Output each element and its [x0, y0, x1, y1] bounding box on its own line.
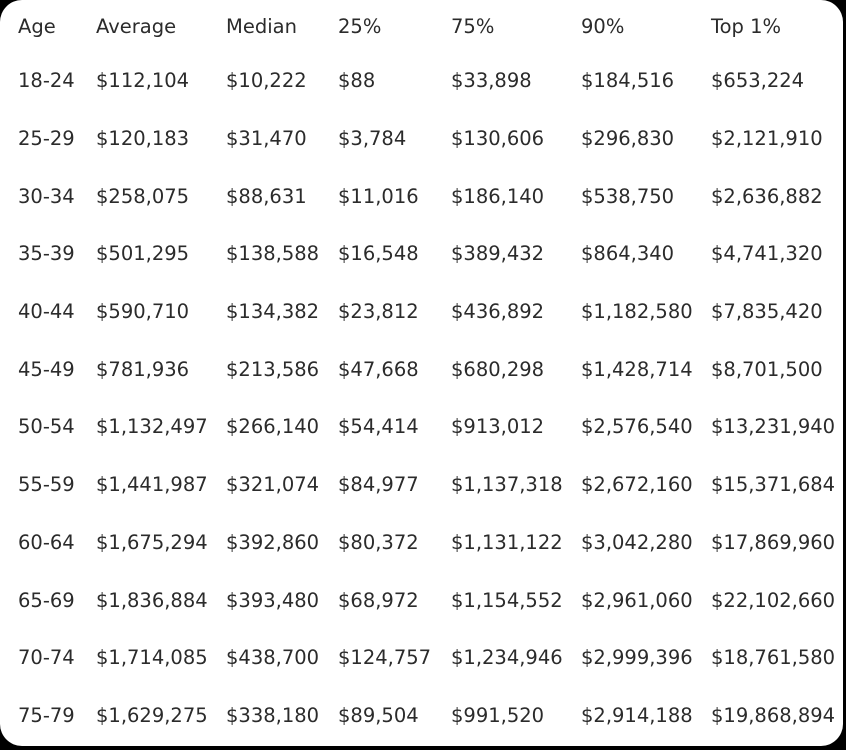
cell-age: 75-79	[18, 703, 75, 727]
cell-top1: $18,761,580	[711, 646, 836, 670]
header-row	[18, 0, 835, 52]
cell-p25: $47,668	[338, 357, 419, 381]
cell-p75: $186,140	[451, 184, 545, 208]
cell-median: $321,074	[226, 473, 320, 497]
cell-age: 50-54	[18, 415, 75, 439]
cell-top1: $653,224	[711, 69, 805, 93]
table-row	[18, 52, 835, 110]
cell-top1: $8,701,500	[711, 357, 823, 381]
cell-median: $438,700	[226, 646, 320, 670]
cell-p25: $23,812	[338, 300, 419, 324]
table-row	[18, 167, 835, 225]
header-25th-percentile: 25%	[338, 14, 382, 38]
header-top-1-percent: Top 1%	[711, 14, 782, 38]
cell-p90: $2,961,060	[581, 588, 693, 612]
table-row	[18, 225, 835, 283]
cell-top1: $17,869,960	[711, 530, 836, 554]
cell-top1: $15,371,684	[711, 473, 836, 497]
cell-p75: $913,012	[451, 415, 545, 439]
cell-top1: $7,835,420	[711, 300, 823, 324]
cell-median: $134,382	[226, 300, 320, 324]
cell-age: 60-64	[18, 530, 75, 554]
cell-p90: $538,750	[581, 184, 675, 208]
cell-p75: $1,137,318	[451, 473, 563, 497]
cell-median: $10,222	[226, 69, 307, 93]
table-row	[18, 571, 835, 629]
table-row	[18, 514, 835, 572]
cell-average: $1,675,294	[96, 530, 208, 554]
table-row	[18, 398, 835, 456]
cell-p75: $991,520	[451, 703, 545, 727]
cell-median: $266,140	[226, 415, 320, 439]
cell-age: 65-69	[18, 588, 75, 612]
cell-average: $1,132,497	[96, 415, 208, 439]
cell-p25: $80,372	[338, 530, 419, 554]
cell-top1: $19,868,894	[711, 703, 836, 727]
cell-p90: $2,914,188	[581, 703, 693, 727]
table-row	[18, 456, 835, 514]
table-row	[18, 283, 835, 341]
header-age: Age	[18, 14, 56, 38]
cell-p25: $89,504	[338, 703, 419, 727]
cell-average: $501,295	[96, 242, 190, 266]
cell-p75: $130,606	[451, 127, 545, 151]
cell-p75: $33,898	[451, 69, 532, 93]
cell-average: $120,183	[96, 127, 190, 151]
header-median: Median	[226, 14, 297, 38]
cell-p25: $124,757	[338, 646, 432, 670]
cell-age: 30-34	[18, 184, 75, 208]
cell-p25: $54,414	[338, 415, 419, 439]
cell-p25: $84,977	[338, 473, 419, 497]
cell-top1: $2,636,882	[711, 184, 823, 208]
cell-p75: $1,154,552	[451, 588, 563, 612]
table-row	[18, 629, 835, 687]
cell-average: $258,075	[96, 184, 190, 208]
cell-p90: $2,576,540	[581, 415, 693, 439]
cell-p25: $88	[338, 69, 376, 93]
header-average: Average	[96, 14, 177, 38]
cell-top1: $4,741,320	[711, 242, 823, 266]
header-90th-percentile: 90%	[581, 14, 625, 38]
cell-p90: $296,830	[581, 127, 675, 151]
cell-top1: $22,102,660	[711, 588, 836, 612]
cell-average: $781,936	[96, 357, 190, 381]
cell-age: 18-24	[18, 69, 75, 93]
cell-p90: $184,516	[581, 69, 675, 93]
cell-p90: $2,999,396	[581, 646, 693, 670]
table-row	[18, 340, 835, 398]
cell-top1: $13,231,940	[711, 415, 836, 439]
cell-average: $1,836,884	[96, 588, 208, 612]
cell-p90: $3,042,280	[581, 530, 693, 554]
cell-p90: $2,672,160	[581, 473, 693, 497]
cell-age: 35-39	[18, 242, 75, 266]
cell-p90: $1,182,580	[581, 300, 693, 324]
cell-median: $31,470	[226, 127, 307, 151]
cell-average: $1,714,085	[96, 646, 208, 670]
table-row	[18, 110, 835, 168]
cell-median: $88,631	[226, 184, 307, 208]
cell-p75: $436,892	[451, 300, 545, 324]
cell-age: 55-59	[18, 473, 75, 497]
cell-median: $138,588	[226, 242, 320, 266]
cell-top1: $2,121,910	[711, 127, 823, 151]
cell-p25: $68,972	[338, 588, 419, 612]
cell-age: 40-44	[18, 300, 75, 324]
cell-average: $112,104	[96, 69, 190, 93]
cell-average: $1,441,987	[96, 473, 208, 497]
cell-age: 45-49	[18, 357, 75, 381]
cell-average: $1,629,275	[96, 703, 208, 727]
net-worth-by-age-table	[18, 0, 835, 744]
cell-p90: $864,340	[581, 242, 675, 266]
cell-p25: $11,016	[338, 184, 419, 208]
cell-median: $393,480	[226, 588, 320, 612]
cell-median: $338,180	[226, 703, 320, 727]
cell-average: $590,710	[96, 300, 190, 324]
cell-p90: $1,428,714	[581, 357, 693, 381]
cell-p75: $1,131,122	[451, 530, 563, 554]
cell-median: $213,586	[226, 357, 320, 381]
header-75th-percentile: 75%	[451, 14, 495, 38]
cell-p25: $3,784	[338, 127, 407, 151]
cell-median: $392,860	[226, 530, 320, 554]
cell-age: 70-74	[18, 646, 75, 670]
cell-p75: $680,298	[451, 357, 545, 381]
table-row	[18, 687, 835, 745]
cell-p75: $389,432	[451, 242, 545, 266]
cell-age: 25-29	[18, 127, 75, 151]
cell-p25: $16,548	[338, 242, 419, 266]
cell-p75: $1,234,946	[451, 646, 563, 670]
table-body	[18, 52, 835, 744]
